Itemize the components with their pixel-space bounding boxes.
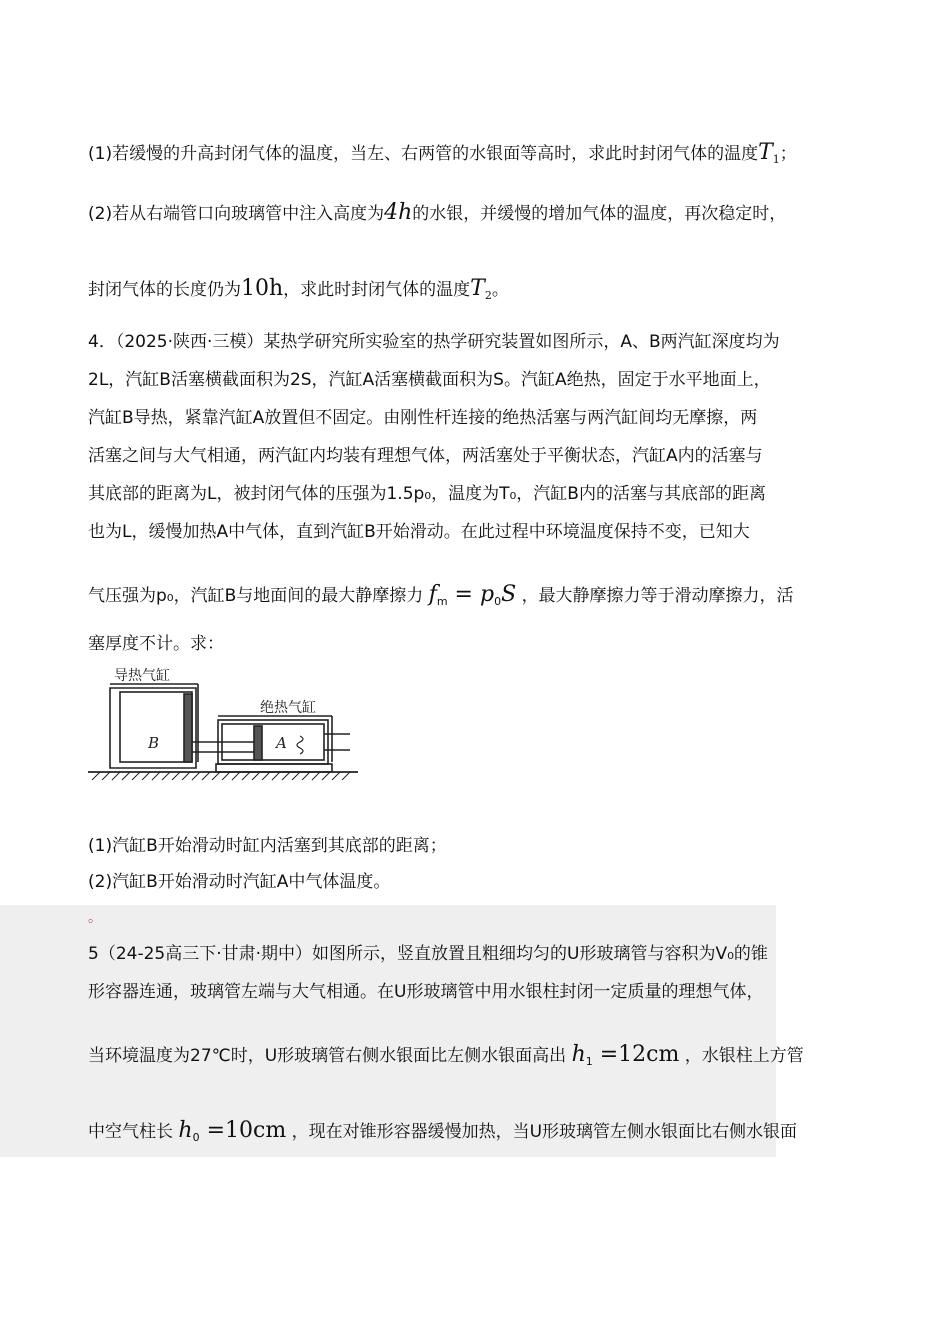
q5-line-1: 5（24-25高三下·甘肃·期中）如图所示，竖直放置且粗细均匀的U形玻璃管与容积为V₀的锥 [88, 944, 768, 964]
q5-h1-var: h [571, 1042, 586, 1067]
q4-line-7-text-b: ，最大静摩擦力等于滑动摩擦力，活 [521, 586, 794, 606]
q3-part3-text-b: ，求此时封闭气体的温度 [283, 280, 471, 300]
q5-line-3-text-a: 当环境温度为27℃时，U形玻璃管右侧水银面比左侧水银面高出 [88, 1046, 567, 1066]
fig-label-a: A [276, 734, 287, 752]
q3-part2 [88, 200, 864, 226]
q3-t2-var: T [470, 276, 485, 301]
q4-line-6: 也为L，缓慢加热A中气体，直到汽缸B开始滑动。在此过程中环境温度保持不变，已知大 [88, 522, 750, 542]
q3-part1 [88, 140, 864, 166]
q4-fm-var: f [428, 582, 437, 607]
q4-line-7-text-a: 气压强为p₀，汽缸B与地面间的最大静摩擦力 [88, 586, 424, 606]
q3-part1-text: (1)若缓慢的升高封闭气体的温度，当左、右两管的水银面等高时，求此时封闭气体的温度 [88, 144, 759, 164]
q5-line-3-text-b: ，水银柱上方管 [684, 1046, 804, 1066]
q4-line-2: 2L，汽缸B活塞横截面积为2S，汽缸A活塞横截面积为S。汽缸A绝热，固定于水平地面上， [88, 370, 771, 390]
q5-line-4-text-b: ，现在对锥形容器缓慢加热，当U形玻璃管左侧水银面比右侧水银面 [291, 1122, 798, 1142]
q3-part2-math: 4h [384, 200, 413, 225]
q3-part3 [88, 276, 864, 302]
q3-t2-sub: 2 [484, 289, 492, 302]
cylinder-diagram [88, 664, 368, 804]
q5-h0-sub: 0 [192, 1131, 200, 1144]
q3-part1-end: ； [779, 144, 797, 164]
q3-part3-math: 10h [241, 276, 284, 301]
fig-label-insulated: 绝热气缸 [260, 700, 316, 716]
fig-label-conductive: 导热气缸 [114, 668, 170, 684]
q4-question-1: (1)汽缸B开始滑动时缸内活塞到其底部的距离； [88, 836, 447, 856]
q4-line-8: 塞厚度不计。求： [88, 634, 224, 654]
q4-s-var: S [501, 582, 517, 607]
q3-part2-text-a: (2)若从右端管口向玻璃管中注入高度为 [88, 204, 385, 224]
q5-h0-value: =10cm [199, 1118, 287, 1143]
q5-h1-value: =12cm [592, 1042, 680, 1067]
q3-part3-end: 。 [491, 280, 509, 300]
q4-question-2: (2)汽缸B开始滑动时汽缸A中气体温度。 [88, 872, 391, 892]
q5-line-2: 形容器连通，玻璃管左端与大气相通。在U形玻璃管中用水银柱封闭一定质量的理想气体， [88, 982, 764, 1002]
fig-label-b: B [148, 734, 160, 752]
q5-h0-var: h [178, 1118, 193, 1143]
q5-line-4-text-a: 中空气柱长 [88, 1122, 173, 1142]
q3-t1-sub: 1 [772, 153, 780, 166]
q4-fm-eq: = p [447, 582, 495, 607]
q3-part2-text-b: 的水银，并缓慢的增加气体的温度，再次稳定时， [412, 204, 787, 224]
q3-part3-text-a: 封闭气体的长度仍为 [88, 280, 241, 300]
q4-p0-sub: 0 [494, 595, 502, 608]
q5-marker: 。 [88, 910, 102, 926]
q4-fm-sub: m [436, 595, 448, 608]
q3-t1-var: T [758, 140, 773, 165]
q4-line-3: 汽缸B导热，紧靠汽缸A放置但不固定。由刚性杆连接的绝热活塞与两汽缸间均无摩擦，两 [88, 408, 758, 428]
q5-line-4 [88, 1118, 864, 1144]
q5-line-3 [88, 1042, 864, 1068]
q4-line-4: 活塞之间与大气相通，两汽缸内均装有理想气体，两活塞处于平衡状态，汽缸A内的活塞与 [88, 446, 763, 466]
q4-line-7 [88, 582, 864, 608]
q4-line-1: 4．（2025·陕西·三模）某热学研究所实验室的热学研究装置如图所示，A、B两汽缸深度均为 [88, 332, 780, 352]
q5-h1-sub: 1 [585, 1055, 593, 1068]
q4-line-5: 其底部的距离为L，被封闭气体的压强为1.5p₀，温度为T₀，汽缸B内的活塞与其底部的距离 [88, 484, 766, 504]
